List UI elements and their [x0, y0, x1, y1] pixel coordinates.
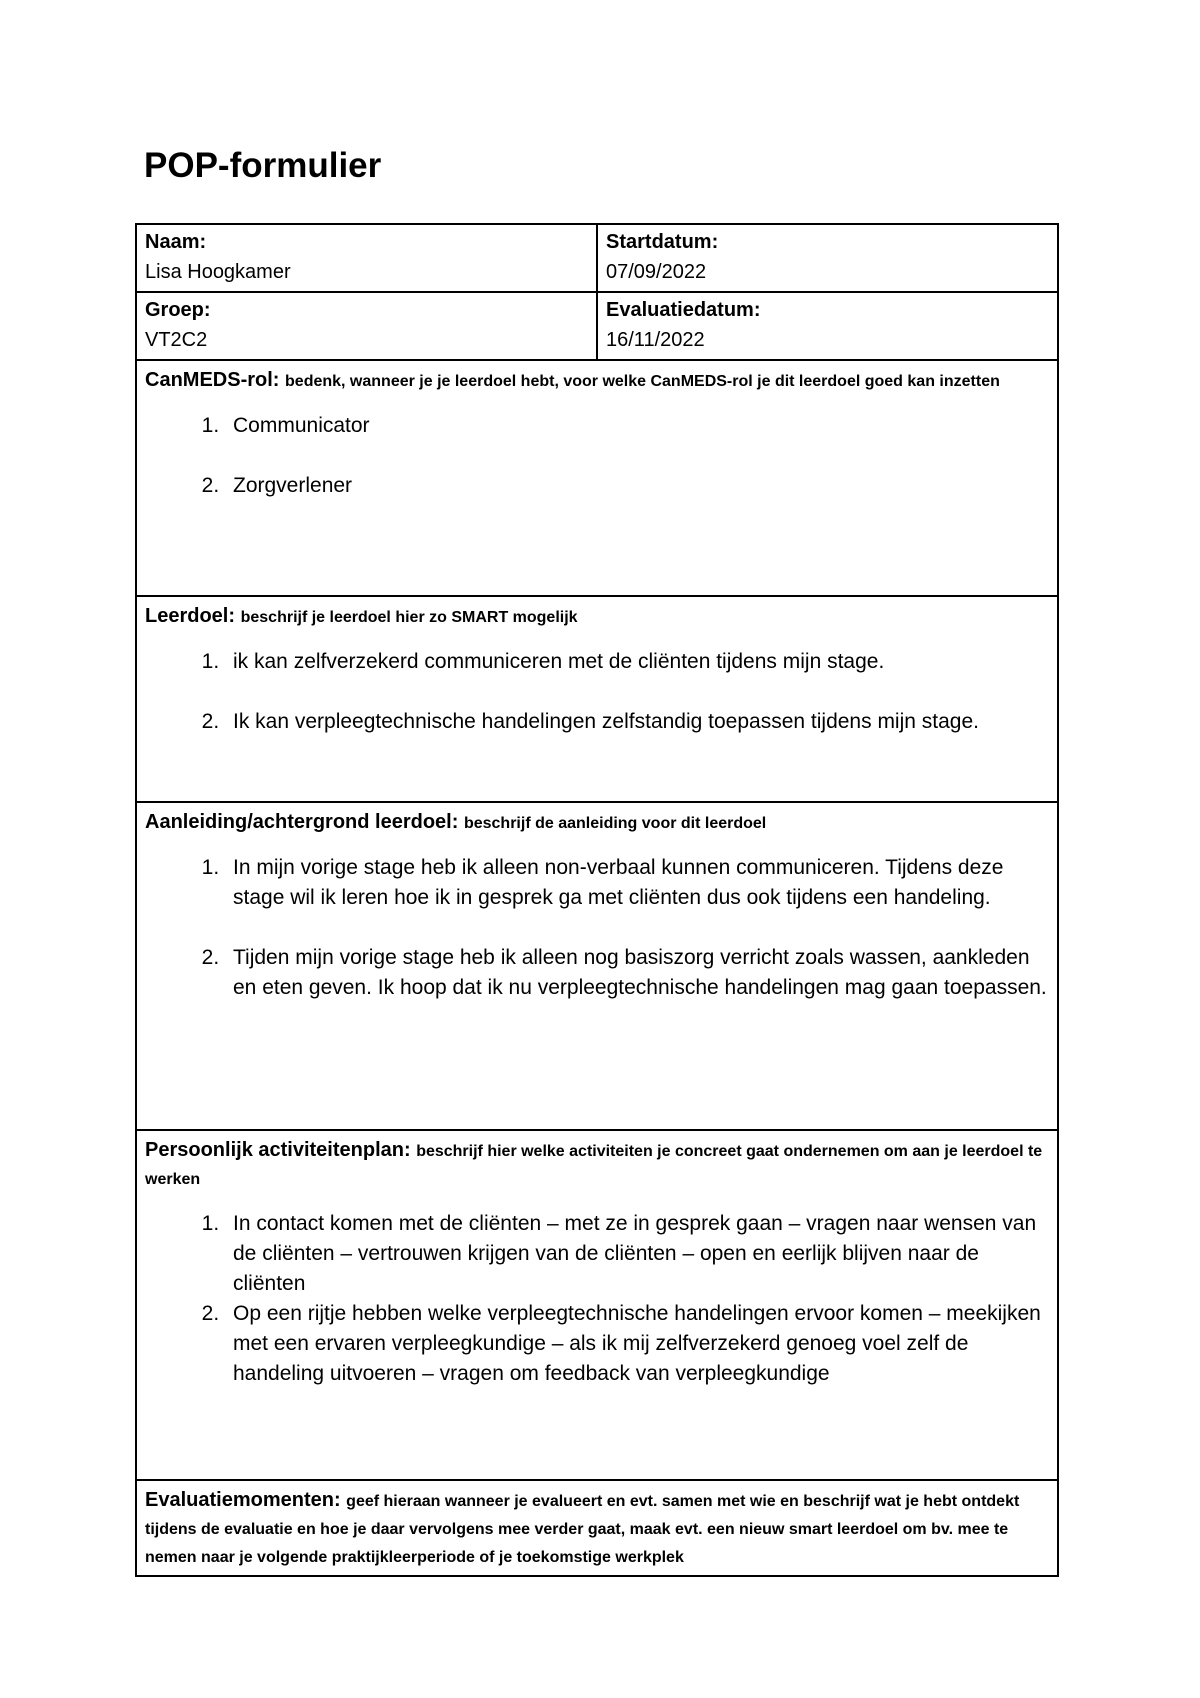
activiteitenplan-label: Persoonlijk activiteitenplan:	[145, 1139, 411, 1161]
naam-value: Lisa Hoogkamer	[145, 261, 291, 283]
activiteitenplan-cell	[136, 1130, 1058, 1480]
startdatum-label: Startdatum:	[606, 231, 719, 253]
naam-label: Naam:	[145, 231, 207, 253]
naam-cell	[136, 224, 597, 292]
leerdoel-cell	[136, 596, 1058, 802]
canmeds-list	[145, 411, 1049, 501]
list-item: 1. Communicator	[225, 411, 1049, 441]
startdatum-value: 07/09/2022	[606, 261, 707, 283]
canmeds-row	[136, 360, 1058, 596]
evaluatiemomenten-row	[136, 1480, 1058, 1576]
leerdoel-row	[136, 596, 1058, 802]
leerdoel-list	[145, 647, 1049, 737]
pop-form-table	[135, 223, 1059, 1577]
evaluatiedatum-cell	[597, 292, 1058, 360]
list-item: 2. Ik kan verpleegtechnische handelingen zelfstandig toepassen tijdens mijn stage.	[225, 707, 1049, 737]
page-title: POP-formulier	[144, 146, 382, 185]
startdatum-cell	[597, 224, 1058, 292]
list-item: 2. Op een rijtje hebben welke verpleegtechnische handelingen ervoor komen – meekijken met een ervaren verpleegkundige – als ik mij zelfverzekerd genoeg voel zelf de handeling uitvoeren – vragen om feedback van verpleegkundige	[225, 1299, 1049, 1389]
groep-value: VT2C2	[145, 329, 208, 351]
aanleiding-cell	[136, 802, 1058, 1130]
canmeds-heading	[145, 363, 1049, 395]
groep-cell	[136, 292, 597, 360]
aanleiding-hint: beschrijf de aanleiding voor dit leerdoel	[463, 815, 767, 832]
canmeds-hint: bedenk, wanneer je je leerdoel hebt, voor welke CanMEDS-rol je dit leerdoel goed kan inzetten	[285, 373, 1000, 390]
leerdoel-heading	[145, 599, 1049, 631]
naam-startdatum-row	[136, 224, 1058, 292]
activiteitenplan-hint: beschrijf hier welke activiteiten je concreet gaat ondernemen om aan je leerdoel te werken	[145, 1143, 1043, 1188]
evaluatiemomenten-hint: geef hieraan wanneer je evalueert en evt. samen met wie en beschrijf wat je hebt ontdekt tijdens de evaluatie en hoe je daar vervolgens mee verder gaat, maak evt. een nieuw smart leerdoel om bv. mee te nemen naar je volgende praktijkleerperiode of je toekomstige werkplek	[145, 1493, 1020, 1566]
aanleiding-label: Aanleiding/achtergrond leerdoel:	[145, 811, 459, 833]
canmeds-cell	[136, 360, 1058, 596]
canmeds-label: CanMEDS-rol:	[145, 369, 280, 391]
list-item: 2. Tijden mijn vorige stage heb ik alleen nog basiszorg verricht zoals wassen, aankleden en eten geven. Ik hoop dat ik nu verpleegtechnische handelingen mag gaan toepassen.	[225, 943, 1049, 1003]
aanleiding-row	[136, 802, 1058, 1130]
evaluatiemomenten-cell	[136, 1480, 1058, 1576]
activiteitenplan-row	[136, 1130, 1058, 1480]
list-item: 1. In mijn vorige stage heb ik alleen non-verbaal kunnen communiceren. Tijdens deze stage wil ik leren hoe ik in gesprek ga met cliënten dus ook tijdens een handeling.	[225, 853, 1049, 913]
evaluatiedatum-label: Evaluatiedatum:	[606, 299, 761, 321]
groep-evaluatiedatum-row	[136, 292, 1058, 360]
aanleiding-list	[145, 853, 1049, 1003]
aanleiding-heading	[145, 805, 1049, 837]
activiteitenplan-list	[145, 1209, 1049, 1389]
leerdoel-hint: beschrijf je leerdoel hier zo SMART mogelijk	[240, 609, 578, 626]
list-item: 1. ik kan zelfverzekerd communiceren met de cliënten tijdens mijn stage.	[225, 647, 1049, 677]
evaluatiedatum-value: 16/11/2022	[606, 329, 705, 351]
list-item: 1. In contact komen met de cliënten – met ze in gesprek gaan – vragen naar wensen van de cliënten – vertrouwen krijgen van de cliënten – open en eerlijk blijven naar de cliënten	[225, 1209, 1049, 1299]
evaluatiemomenten-heading	[145, 1483, 1049, 1571]
evaluatiemomenten-label: Evaluatiemomenten:	[145, 1489, 341, 1511]
groep-label: Groep:	[145, 299, 211, 321]
activiteitenplan-heading	[145, 1133, 1049, 1193]
leerdoel-label: Leerdoel:	[145, 605, 236, 627]
list-item: 2. Zorgverlener	[225, 471, 1049, 501]
